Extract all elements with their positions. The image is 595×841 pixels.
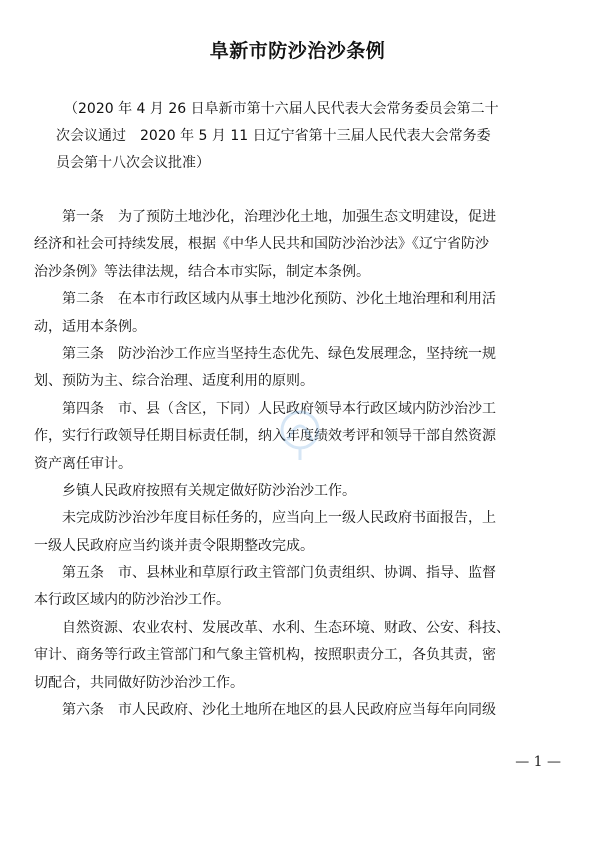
paragraph-line	[34, 396, 562, 423]
adoption-note-line: 员会第十八次会议批准）	[56, 155, 210, 171]
paragraph-line: 治沙条例》等法律法规，结合本市实际，制定本条例。	[34, 263, 370, 280]
document-title: 阜新市防沙治沙条例	[209, 40, 386, 62]
article-number: 第一条	[62, 209, 104, 225]
paragraph-line: 经济和社会可持续发展，根据《中华人民共和国防沙治沙法》《辽宁省防沙	[34, 236, 489, 253]
paragraph-line: 资产离任审计。	[34, 455, 132, 472]
paragraph-line: 自然资源、农业农村、发展改革、水利、生态环境、财政、公安、科技、	[62, 619, 510, 636]
article-number: 第三条	[62, 345, 104, 362]
paragraph-line: 本行政区域内的防沙治沙工作。	[34, 592, 230, 609]
paragraph-text: 防沙治沙工作应当坚持生态优先、绿色发展理念，坚持统一规	[118, 345, 496, 362]
adoption-note-line: （2020 年 4 月 26 日阜新市第十六届人民代表大会常务委员会第二十	[64, 101, 499, 117]
paragraph-text: 市、县林业和草原行政主管部门负责组织、协调、指导、监督	[118, 565, 496, 582]
paragraph-line: 乡镇人民政府按照有关规定做好防沙治沙工作。	[62, 482, 356, 499]
paragraph-text: 市人民政府、沙化土地所在地区的县人民政府应当每年向同级	[118, 702, 496, 719]
article-number: 第四条	[62, 400, 104, 417]
adoption-note	[56, 96, 564, 177]
paragraph-text: 市、县（含区，下同）人民政府领导本行政区域内防沙治沙工	[118, 400, 496, 417]
paragraph-line: 未完成防沙治沙年度目标任务的，应当向上一级人民政府书面报告，上	[62, 510, 496, 527]
paragraph-line: 作，实行行政领导任期目标责任制，纳入年度绩效考评和领导干部自然资源	[34, 428, 496, 445]
paragraph-line: 一级人民政府应当约谈并责令限期整改完成。	[34, 537, 314, 554]
paragraph-line	[34, 697, 562, 724]
article-number: 第六条	[62, 702, 104, 719]
regulation-body	[34, 204, 562, 724]
paragraph-line	[34, 560, 562, 587]
paragraph-line: 切配合，共同做好防沙治沙工作。	[34, 674, 244, 691]
paragraph-line: 动，适用本条例。	[34, 318, 146, 335]
page-number: — 1 —	[515, 754, 561, 770]
article-number: 第二条	[62, 291, 104, 308]
adoption-note-line: 次会议通过 2020 年 5 月 11 日辽宁省第十三届人民代表大会常务委	[56, 128, 491, 144]
paragraph-line: 审计、商务等行政主管部门和气象主管机构，按照职责分工，各负其责，密	[34, 647, 496, 664]
article-number: 第五条	[62, 565, 104, 582]
paragraph-line	[34, 341, 562, 368]
paragraph-text: 在本市行政区域内从事土地沙化预防、沙化土地治理和利用活	[118, 291, 496, 308]
paragraph-text: 为了预防土地沙化，治理沙化土地，加强生态文明建设，促进	[118, 209, 496, 225]
paragraph-line	[34, 204, 562, 231]
paragraph-line: 划、预防为主、综合治理、适度利用的原则。	[34, 373, 314, 390]
paragraph-line	[34, 286, 562, 313]
